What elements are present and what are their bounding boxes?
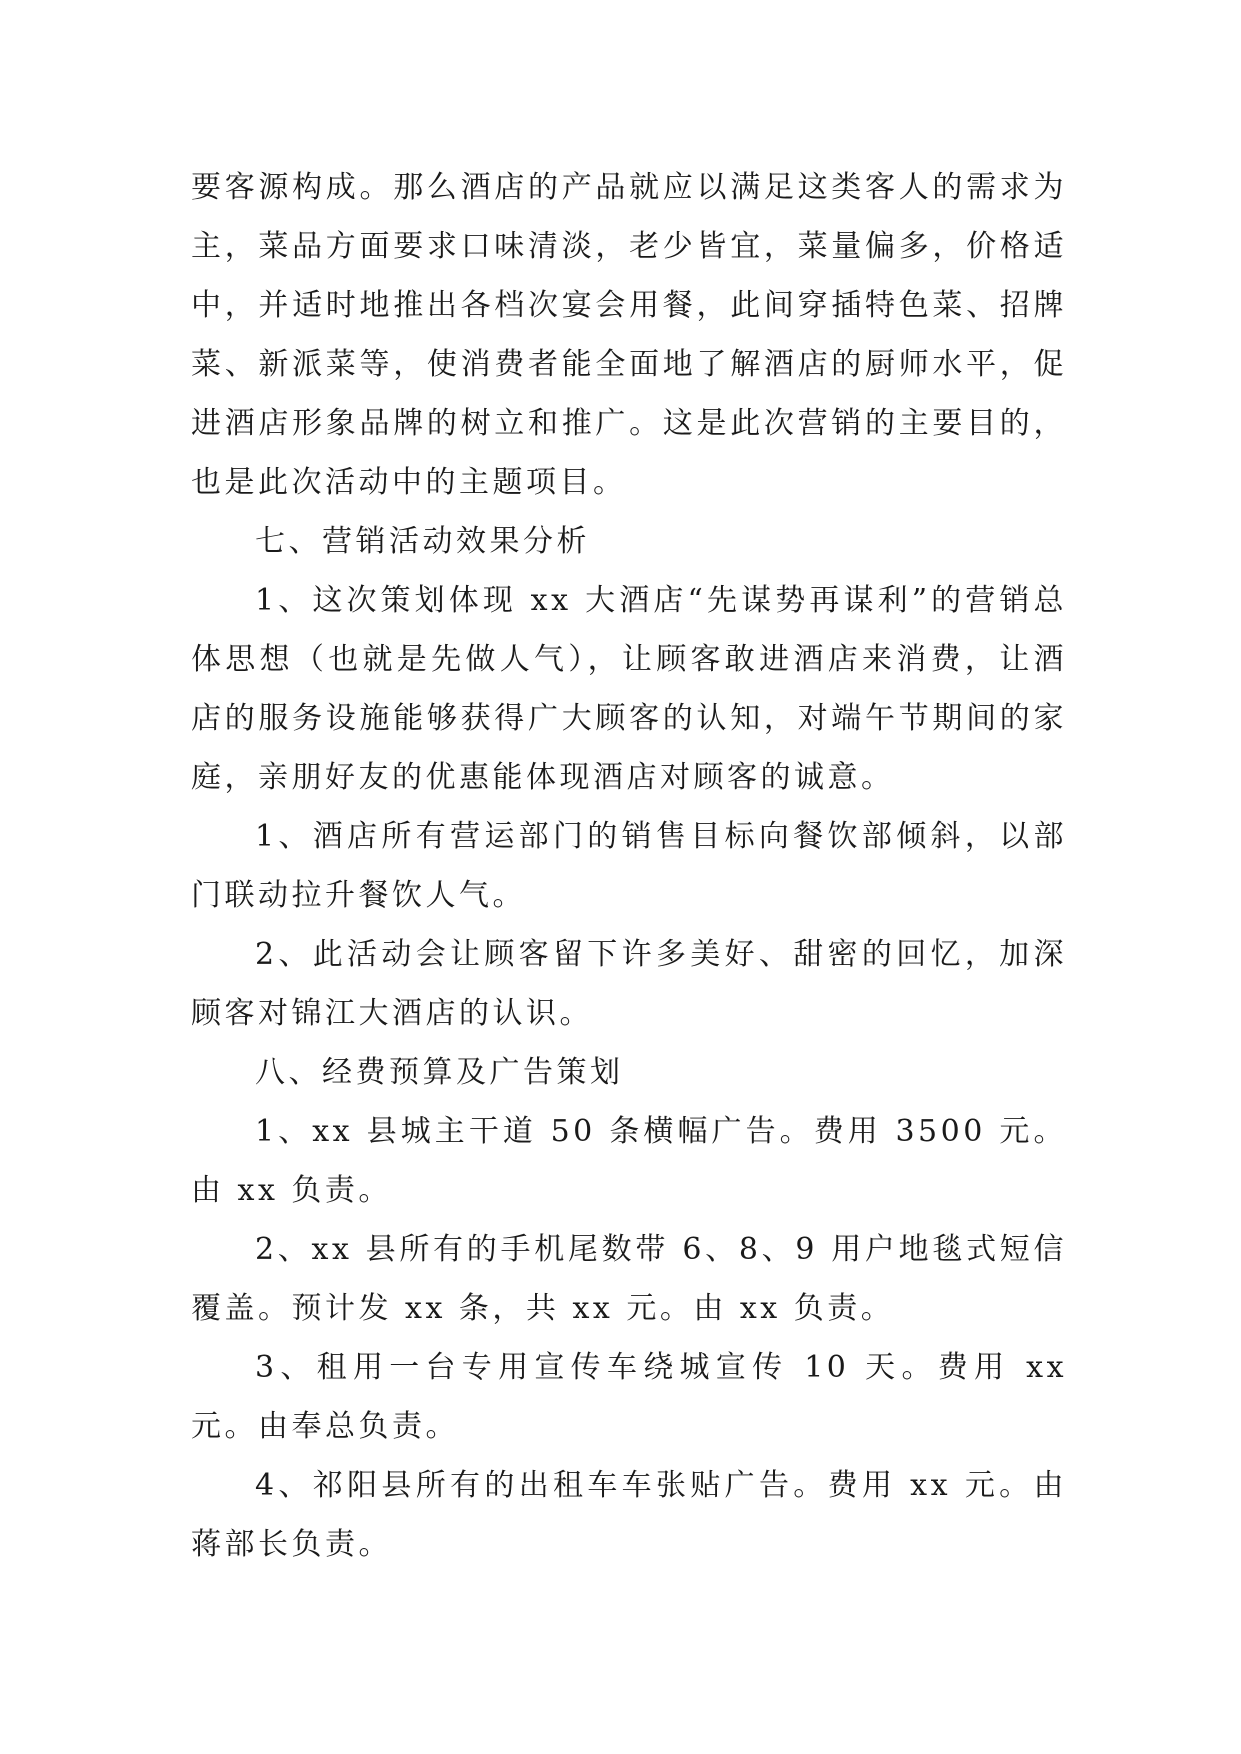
paragraph-budget-2: 2、xx 县所有的手机尾数带 6、8、9 用户地毯式短信覆盖。预计发 xx 条，共 xx 元。由 xx 负责。 — [191, 1232, 1067, 1326]
paragraph-budget-4: 4、祁阳县所有的出租车车张贴广告。费用 xx 元。由蒋部长负责。 — [191, 1468, 1067, 1562]
document-body — [191, 158, 1067, 1574]
paragraph-effect-2: 2、此活动会让顾客留下许多美好、甜密的回忆，加深顾客对锦江大酒店的认识。 — [191, 937, 1067, 1031]
section-heading-effect-analysis: 七、营销活动效果分析 — [255, 524, 590, 559]
section-heading-budget: 八、经费预算及广告策划 — [255, 1055, 624, 1090]
paragraph-effect-1: 1、这次策划体现 xx 大酒店“先谋势再谋利”的营销总体思想（也就是先做人气），让顾客敢进酒店来消费，让酒店的服务设施能够获得广大顾客的认知，对端午节期间的家庭，亲朋好友的优惠能体现酒店对顾客的诚意。 — [191, 583, 1067, 795]
paragraph-effect-1b: 1、酒店所有营运部门的销售目标向餐饮部倾斜，以部门联动拉升餐饮人气。 — [191, 819, 1067, 913]
paragraph-budget-1: 1、xx 县城主干道 50 条横幅广告。费用 3500 元。由 xx 负责。 — [191, 1114, 1067, 1208]
paragraph-budget-3: 3、租用一台专用宣传车绕城宣传 10 天。费用 xx 元。由奉总负责。 — [191, 1350, 1067, 1444]
paragraph-continuation: 要客源构成。那么酒店的产品就应以满足这类客人的需求为主，菜品方面要求口味清淡，老少皆宜，菜量偏多，价格适中，并适时地推出各档次宴会用餐，此间穿插特色菜、招牌菜、新派菜等，使消费者能全面地了解酒店的厨师水平，促进酒店形象品牌的树立和推广。这是此次营销的主要目的，也是此次活动中的主题项目。 — [191, 170, 1067, 500]
